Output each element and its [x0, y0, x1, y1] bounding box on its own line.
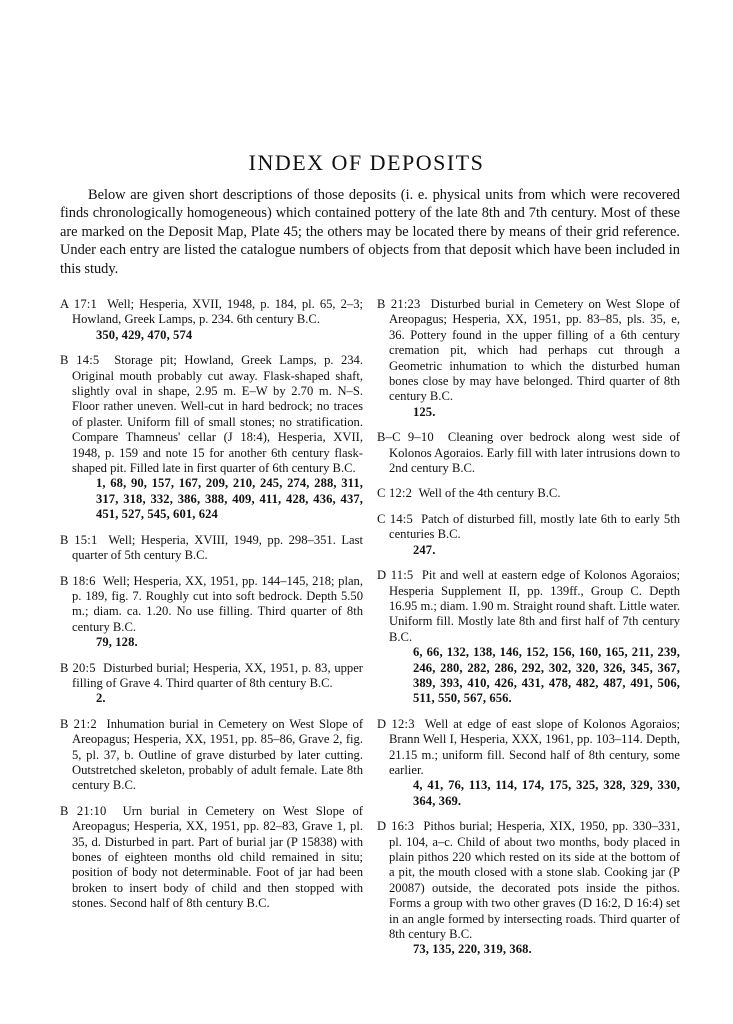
- deposit-code: B 20:5: [60, 660, 96, 675]
- deposit-code: B 21:10: [60, 803, 107, 818]
- catalogue-numbers: 1, 68, 90, 157, 167, 209, 210, 245, 274, 288, 311, 317, 318, 332, 386, 388, 409, 411, 428, 436, 437, 451, 527, 545, 601, 624: [96, 476, 363, 522]
- left-column: [60, 297, 363, 922]
- deposit-entry: [60, 353, 363, 522]
- catalogue-numbers: 247.: [413, 542, 436, 557]
- deposit-description: Well at edge of east slope of Kolonos Agoraios; Brann Well I, Hesperia, XXX, 1961, pp. 103–114. Depth, 21.15 m.; uniform fill. Second half of 8th century, some earlier.: [389, 716, 680, 777]
- deposit-entry: [60, 717, 363, 794]
- page-title: INDEX OF DEPOSITS: [248, 150, 485, 175]
- deposit-description: Well; Hesperia, XVII, 1948, p. 184, pl. 65, 2–3; Howland, Greek Lamps, p. 234. 6th century B.C.: [72, 297, 363, 327]
- deposit-code: D 11:5: [377, 568, 414, 583]
- deposit-entry: [60, 533, 363, 564]
- deposit-code: B 18:6: [60, 573, 96, 588]
- catalogue-numbers: 2.: [96, 691, 106, 706]
- deposit-entry: [377, 819, 680, 958]
- deposit-description: Storage pit; Howland, Greek Lamps, p. 234. Original mouth probably cut away. Flask-shaped shaft, slightly oval in shape, 2.95 m. E–W by 2.70 m. N–S. Floor rather uneven. Well-cut in hard bedrock; no traces of plaster. Uniform fill of small stones; no stratification. Compare Thamneus' cellar (J 18:4), Hesperia, XVII, 1948, p. 159 and note 15 for another 6th century flask-shaped pit. Filled late in first quarter of 6th century B.C.: [72, 353, 363, 476]
- deposit-description: Disturbed burial; Hesperia, XX, 1951, p. 83, upper filling of Grave 4. Third quarter of 8th century B.C.: [72, 660, 364, 690]
- deposit-entry: [377, 430, 680, 476]
- deposit-code: D 16:3: [377, 819, 415, 834]
- catalogue-numbers: 4, 41, 76, 113, 114, 174, 175, 325, 328, 329, 330, 364, 369.: [413, 778, 680, 808]
- catalogue-numbers: 6, 66, 132, 138, 146, 152, 156, 160, 165, 211, 239, 246, 280, 282, 286, 292, 302, 320, 326, 345, 367, 389, 393, 410, 426, 431, 478, 482, 487, 491, 506, 511, 550, 567, 656.: [413, 645, 680, 706]
- deposit-entry: [60, 804, 363, 912]
- deposit-description: Pithos burial; Hesperia, XIX, 1950, pp. 330–331, pl. 104, a–c. Child of about two months, body placed in plain pithos 220 which rested on its side at the bottom of a pit, the mouth closed with a stone slab. Cooking jar (P 20087) outside, the decorated pots inside the pithos. Forms a group with two other graves (D 16:2, D 16:4) set in an angle formed by intersecting roads. Third quarter of 8th century B.C.: [389, 819, 680, 942]
- right-column: [377, 297, 680, 968]
- deposit-entry: [377, 717, 680, 809]
- deposit-description: Well of the 4th century B.C.: [418, 486, 561, 501]
- deposit-entry: [377, 297, 680, 420]
- deposit-description: Disturbed burial in Cemetery on West Slope of Areopagus; Hesperia, XX, 1951, pp. 83–85, pls. 35, e, 36. Pottery found in the upper filling of a 6th century cremation pit, which had perhaps cut through a Geometric inhumation to which the disturbed human bones close by may have belonged. Third quarter of 8th century B.C.: [389, 297, 681, 404]
- deposit-entry: [377, 486, 680, 501]
- deposit-description: Cleaning over bedrock along west side of Kolonos Agoraios. Early fill with later intrusions down to 2nd century B.C.: [389, 430, 680, 476]
- deposit-code: B 14:5: [60, 353, 100, 368]
- intro-paragraph: Below are given short descriptions of those deposits (i. e. physical units from which were recovered finds chronologically homogeneous) which contained pottery of the late 8th and 7th century. Most of these are marked on the Deposit Map, Plate 45; the others may be located there by means of their grid reference. Under each entry are listed the catalogue numbers of objects from that deposit which have been included in this study.: [60, 187, 680, 277]
- catalogue-numbers: 79, 128.: [96, 635, 138, 650]
- deposit-entry: [377, 512, 680, 558]
- deposit-code: D 12:3: [377, 716, 415, 731]
- deposit-description: Inhumation burial in Cemetery on West Slope of Areopagus; Hesperia, XX, 1951, pp. 85–86, Grave 2, fig. 5, pl. 37, b. Outline of grave disturbed by later cutting. Outstretched skeleton, probably of adult female. Late 8th century B.C.: [72, 716, 364, 793]
- deposit-entry: [377, 568, 680, 707]
- deposit-code: A 17:1: [60, 297, 98, 311]
- deposit-entry: [60, 574, 363, 651]
- deposit-code: B 21:2: [60, 716, 97, 731]
- deposit-code: B–C 9–10: [377, 430, 434, 445]
- deposit-code: C 12:2: [377, 486, 413, 501]
- deposit-code: B 15:1: [60, 532, 98, 547]
- deposit-code: C 14:5: [377, 511, 414, 526]
- deposit-description: Well; Hesperia, XX, 1951, pp. 144–145, 218; plan, p. 189, fig. 7. Roughly cut into soft bedrock. Depth 5.50 m.; diam. ca. 1.20. No use filling. Third quarter of 8th century B.C.: [72, 573, 364, 634]
- deposit-description: Pit and well at eastern edge of Kolonos Agoraios; Hesperia Supplement II, pp. 139ff., Group C. Depth 16.95 m.; diam. 1.90 m. Straight round shaft. Little water. Uniform fill. Mostly late 8th and first half of 7th century B.C.: [389, 568, 681, 644]
- deposit-description: Patch of disturbed fill, mostly late 6th to early 5th centuries B.C.: [389, 511, 681, 542]
- deposit-description: Urn burial in Cemetery on West Slope of Areopagus; Hesperia, XX, 1951, pp. 82–83, Grave 1, pl. 35, d. Disturbed in part. Part of burial jar (P 15838) with bones of eighteen months old child remained in situ; position of body not determinable. Foot of jar had been broken to insert body of child and then stopped with stones. Second half of 8th century B.C.: [72, 803, 363, 911]
- catalogue-numbers: 73, 135, 220, 319, 368.: [413, 942, 532, 957]
- catalogue-numbers: 350, 429, 470, 574: [96, 327, 193, 342]
- deposit-entry: [60, 661, 363, 707]
- deposit-code: B 21:23: [377, 297, 421, 311]
- deposit-entry: [60, 297, 363, 343]
- deposit-description: Well; Hesperia, XVIII, 1949, pp. 298–351. Last quarter of 5th century B.C.: [72, 532, 364, 563]
- catalogue-numbers: 125.: [413, 404, 436, 419]
